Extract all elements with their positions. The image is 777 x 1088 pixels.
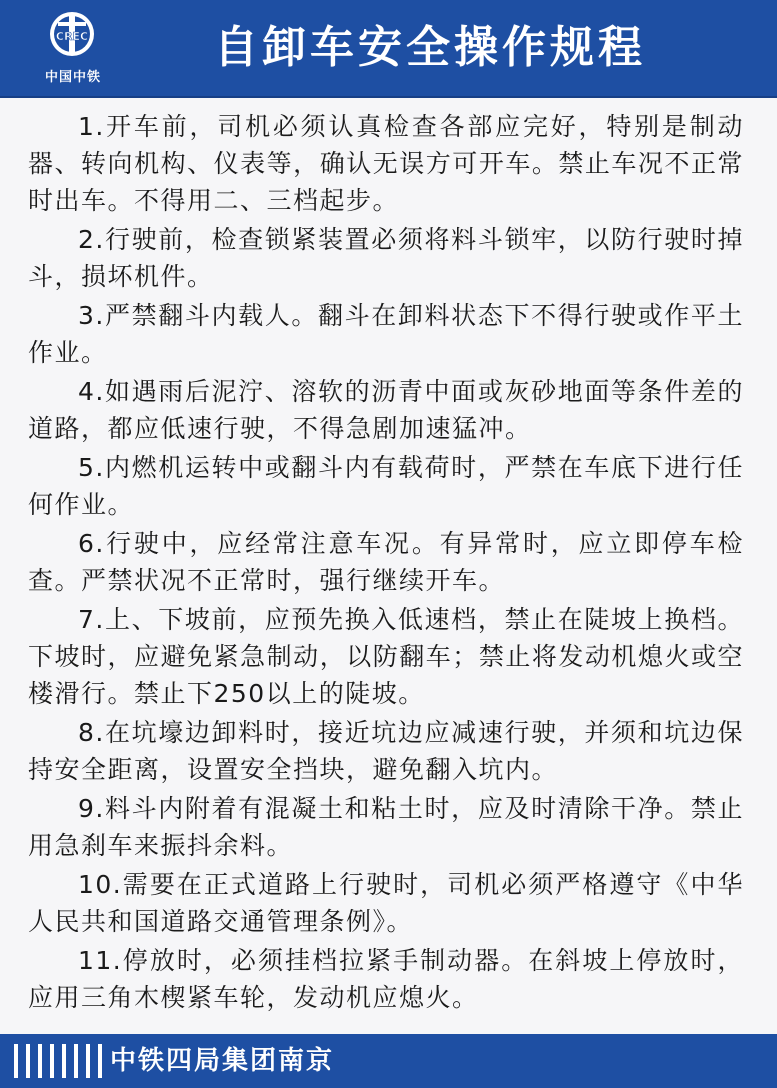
rule-item: 1.开车前，司机必须认真检查各部应完好，特别是制动器、转向机构、仪表等，确认无误方可开车。禁止车况不正常时出车。不得用二、三档起步。 (28, 112, 744, 215)
footer-company-text: 中铁四局集团南京 (110, 1046, 335, 1076)
rule-item: 7.上、下坡前，应预先换入低速档，禁止在陡坡上换档。下坡时，应避免紧急制动，以防翻车；禁止将发动机熄火或空楼滑行。禁止下250以上的陡坡。 (28, 605, 744, 708)
company-logo (18, 10, 128, 88)
footer-banner (0, 1034, 777, 1088)
rule-item: 3.严禁翻斗内载人。翻斗在卸料状态下不得行驶或作平土作业。 (28, 301, 744, 367)
rule-item: 5.内燃机运转中或翻斗内有载荷时，严禁在车底下进行任何作业。 (28, 453, 744, 519)
rule-item: 6.行驶中，应经常注意车况。有异常时，应立即停车检查。严禁状况不正常时，强行继续开车。 (28, 529, 744, 595)
rule-item: 9.料斗内附着有混凝土和粘土时，应及时清除干净。禁止用急刹车来振抖余料。 (28, 794, 744, 860)
page-title: 自卸车安全操作规程 (214, 22, 646, 73)
rule-item: 8.在坑壕边卸料时，接近坑边应减速行驶，并须和坑边保持安全距离，设置安全挡块，避免翻入坑内。 (28, 718, 744, 784)
rules-list (28, 108, 744, 1020)
crec-emblem-icon (48, 10, 96, 58)
company-name: 中国中铁 (44, 70, 101, 85)
header-banner (0, 0, 777, 98)
rule-item: 10.需要在正式道路上行驶时，司机必须严格遵守《中华人民共和国道路交通管理条例》。 (28, 870, 744, 936)
emblem-letters: CREC (55, 30, 89, 43)
rule-item: 4.如遇雨后泥泞、溶软的沥青中面或灰砂地面等条件差的道路，都应低速行驶，不得急剧加速猛冲。 (28, 377, 744, 443)
rule-item: 11.停放时，必须挂档拉紧手制动器。在斜坡上停放时，应用三角木楔紧车轮，发动机应熄火。 (28, 946, 744, 1012)
footer-stripe-pattern (0, 1034, 110, 1088)
rule-item: 2.行驶前，检查锁紧装置必须将料斗锁牢，以防行驶时掉斗，损坏机件。 (28, 225, 744, 291)
